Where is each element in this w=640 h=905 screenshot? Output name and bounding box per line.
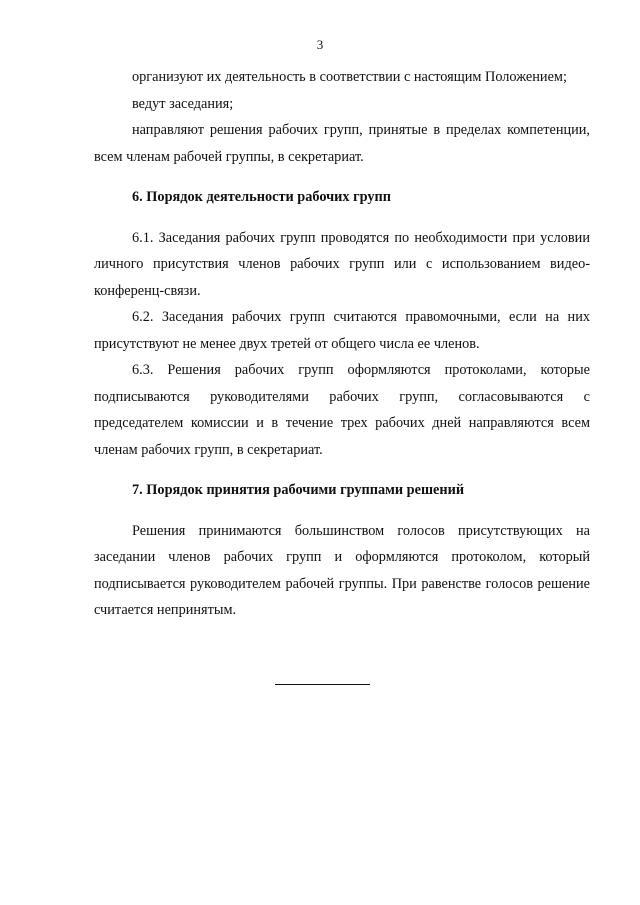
paragraph-6-3: 6.3. Решения рабочих групп оформляются протоколами, которые подписываются руководителями рабочих групп, согласовываются с председателем комиссии и в течение трех рабочих дней направляются всем членам рабочих групп, в секретариат. [94,362,590,458]
paragraph-organize: организуют их деятельность в соответствии с настоящим Положением; [132,69,567,85]
document-body [94,64,590,624]
paragraph-6-2: 6.2. Заседания рабочих групп считаются правомочными, если на них присутствуют не менее двух третей от общего числа ее членов. [94,309,590,352]
page-number: 3 [316,37,324,52]
paragraph-6-1: 6.1. Заседания рабочих групп проводятся по необходимости при условии личного присутствия членов рабочих групп или с использованием видео-конференц-связи. [94,229,590,299]
section-7-heading: 7. Порядок принятия рабочими группами решений [132,482,465,498]
paragraph-7-1: Решения принимаются большинством голосов присутствующих на заседании членов рабочих групп и оформляются протоколом, который подписывается руководителем рабочей группы. При равенстве голосов решение считается непринятым. [94,522,590,618]
paragraph-send-decisions: направляют решения рабочих групп, принятые в пределах компетенции, всем членам рабочей группы, в секретариат. [94,122,590,165]
end-divider-line [275,684,370,685]
paragraph-meetings: ведут заседания; [132,95,234,112]
section-6-heading: 6. Порядок деятельности рабочих групп [132,189,392,205]
